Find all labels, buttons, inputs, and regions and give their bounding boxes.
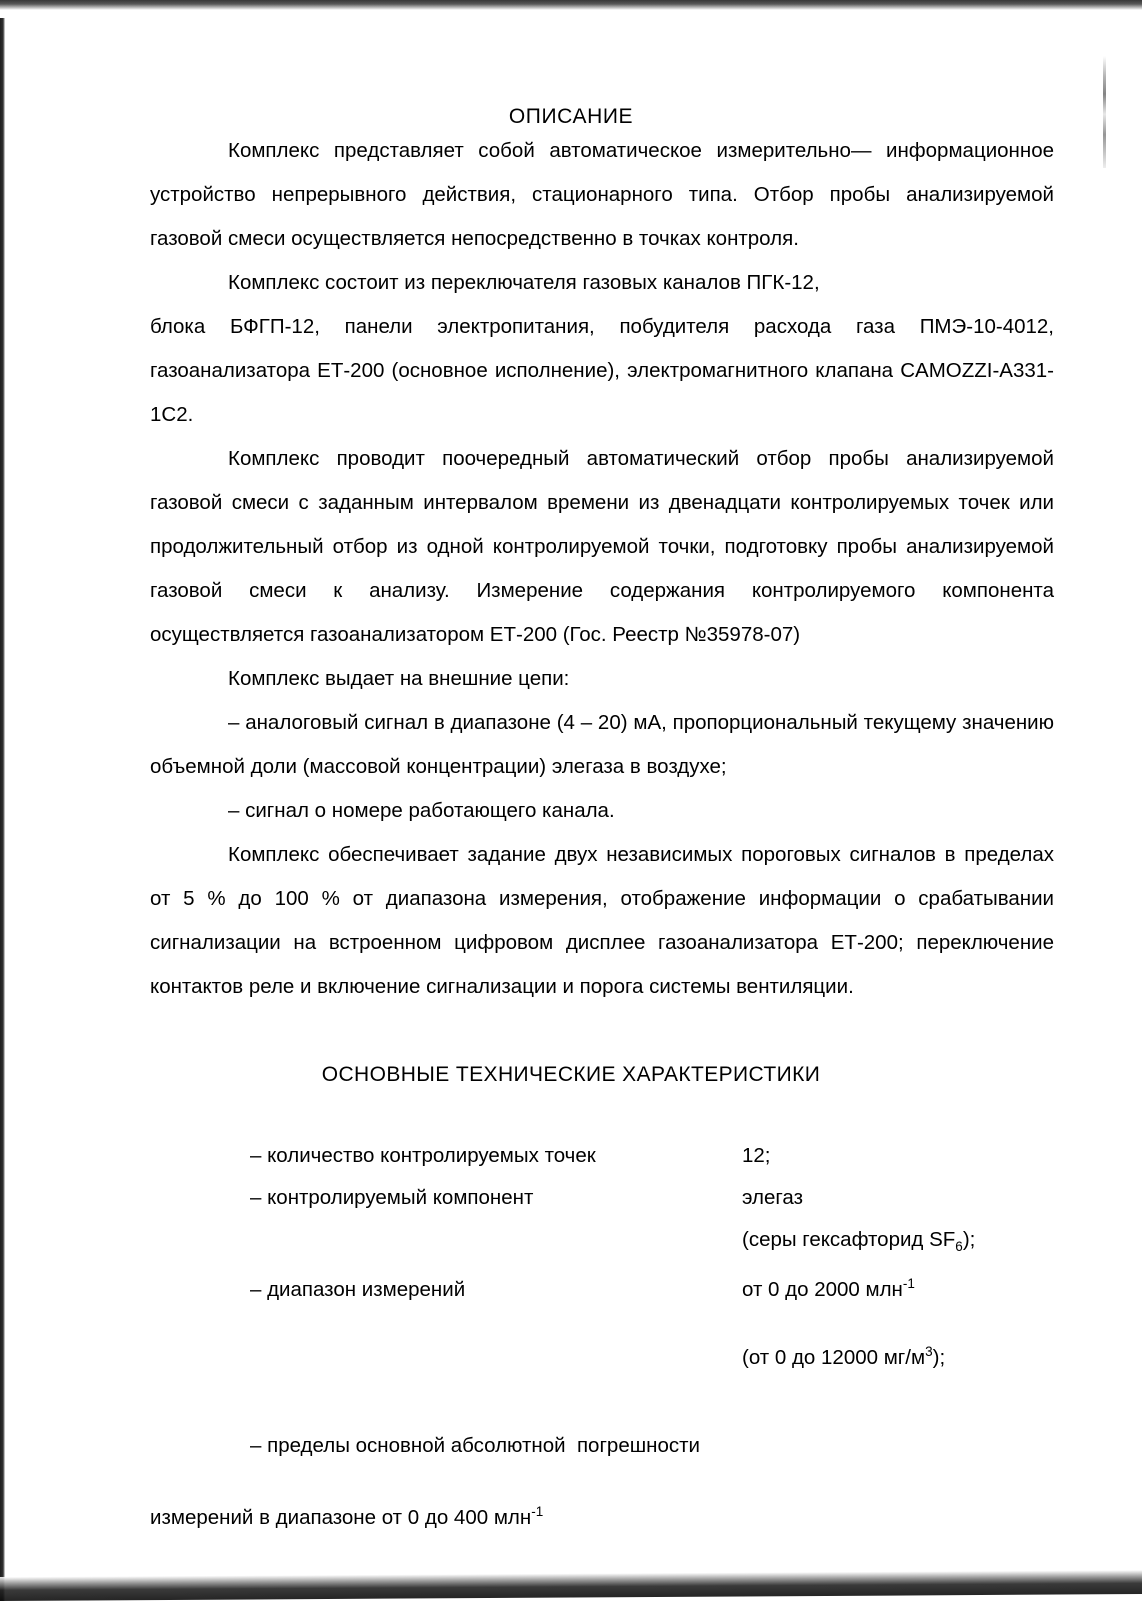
- spec-row-points-count: [0, 1135, 1142, 1177]
- description-section: [0, 129, 1142, 1009]
- paragraph-output-channel-signal: – сигнал о номере работающего канала.: [228, 799, 615, 822]
- spec-value-superscript: -1: [531, 1504, 544, 1520]
- paragraph-output-analog-signal: – аналоговый сигнал в диапазоне (4 – 20) мА, пропорциональный текущему значению объемной доли (массовой концентрации) элегаза в воздухе;: [150, 711, 1054, 778]
- spec-value-prefix: (серы гексафторид SF: [742, 1228, 956, 1251]
- scan-edge-bottom: [0, 1570, 1142, 1601]
- spec-value: элегаз: [742, 1186, 803, 1209]
- spec-row-absolute-error-limits: [0, 1425, 1142, 1467]
- spacer: [0, 1261, 1142, 1269]
- specifications-list: [0, 1089, 1142, 1539]
- specifications-heading: ОСНОВНЫЕ ТЕХНИЧЕСКИЕ ХАРАКТЕРИСТИКИ: [321, 1063, 821, 1086]
- spec-value: [742, 1219, 1142, 1261]
- page-title: ОПИСАНИЕ: [508, 105, 634, 128]
- spec-value-suffix: );: [962, 1228, 976, 1251]
- spec-value-subscript: 6: [955, 1239, 963, 1255]
- paragraph-outputs-intro: Комплекс выдает на внешние цепи:: [228, 667, 570, 690]
- spec-label: – контролируемый компонент: [250, 1186, 534, 1209]
- spec-label: – пределы основной абсолютной погрешности: [250, 1434, 700, 1457]
- paragraph-sampling-cycle: Комплекс проводит поочередный автоматический отбор пробы анализируемой газовой смеси с заданным интервалом времени из двенадцати контролируемых точек или продолжительный отбор из одной контролируемой точки, подготовку пробы анализируемой газовой смеси к анализу. Измерение содержания контролируемого компонента осуществляется газоанализатором ЕТ-200 (Гос. Реестр №35978-07): [150, 447, 1054, 646]
- spacer: [0, 1311, 1142, 1337]
- spec-label: – количество контролируемых точек: [250, 1144, 596, 1167]
- paragraph-threshold-signals: Комплекс обеспечивает задание двух независимых пороговых сигналов в пределах от 5 % до 100 % от диапазона измерения, отображение информации о срабатывании сигнализации на встроенном цифровом дисплее газоанализатора ЕТ-200; переключение контактов реле и включение сигнализации и порога системы вентиляции.: [150, 843, 1054, 998]
- spec-value-suffix: );: [932, 1346, 946, 1369]
- paragraph-overview: Комплекс представляет собой автоматическое измерительно— информационное устройство непрерывного действия, стационарного типа. Отбор пробы анализируемой газовой смеси осуществляется непосредственно в точках контроля.: [150, 139, 1054, 250]
- spec-value: 12;: [742, 1144, 771, 1167]
- spec-value-prefix: от 0 до 2000 млн: [742, 1278, 903, 1301]
- spec-value-superscript: 3: [925, 1344, 933, 1360]
- spec-row-error-range-continuation: [0, 1467, 1142, 1539]
- spacer: [0, 1379, 1142, 1425]
- paragraph-composition-intro: Комплекс состоит из переключателя газовых каналов ПГК-12,: [228, 271, 820, 294]
- spec-label: – диапазон измерений: [250, 1278, 466, 1301]
- spec-row-monitored-component: [0, 1177, 1142, 1219]
- spec-value-prefix: измерений в диапазоне от 0 до 400 млн: [150, 1506, 532, 1529]
- spec-value: [742, 1337, 1142, 1379]
- spec-row-measurement-range: [0, 1269, 1142, 1311]
- spec-row-measurement-range-mass: [0, 1337, 1142, 1379]
- spacer: [0, 1089, 1142, 1135]
- spec-value: [742, 1269, 1142, 1311]
- spec-row-component-formula: [0, 1219, 1142, 1261]
- paragraph-composition-details: блока БФГП-12, панели электропитания, побудителя расхода газа ПМЭ-10-4012, газоанализатора ЕТ-200 (основное исполнение), электромагнитного клапана CAMOZZI-A331-1C2.: [150, 315, 1054, 426]
- spec-value-prefix: (от 0 до 12000 мг/м: [742, 1346, 926, 1369]
- spec-value-superscript: -1: [902, 1276, 915, 1292]
